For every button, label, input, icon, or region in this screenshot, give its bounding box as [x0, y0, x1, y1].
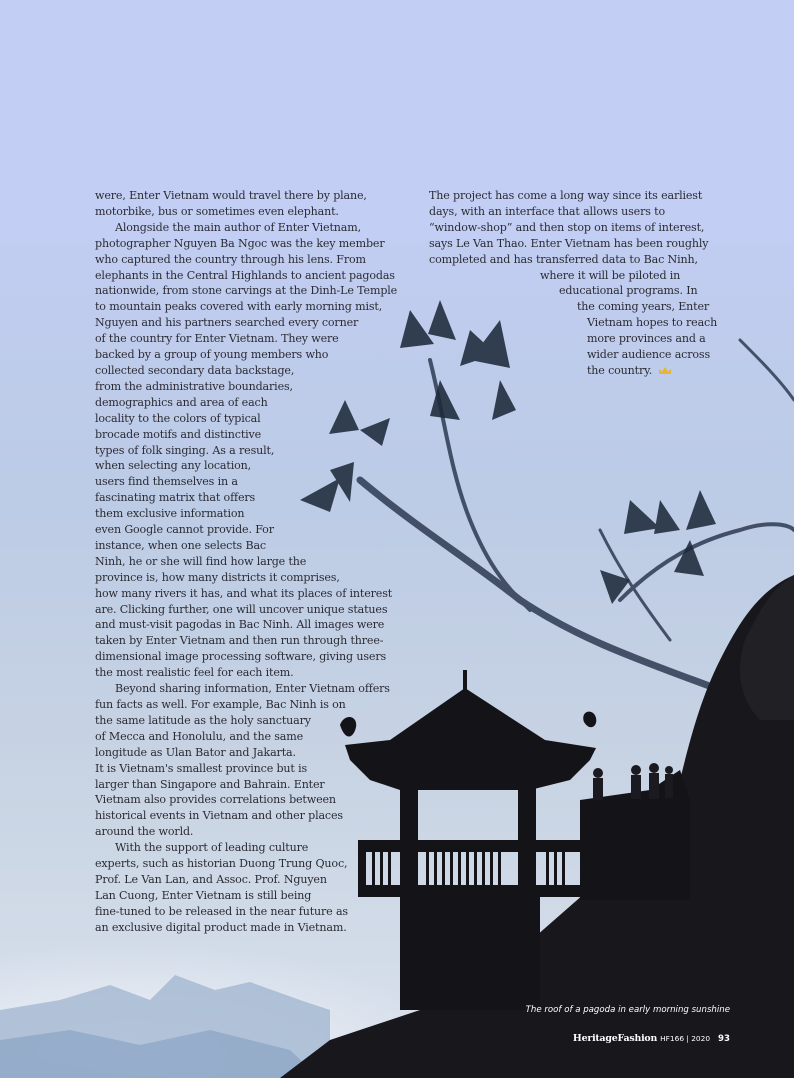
text-line: of Mecca and Honolulu, and the same — [95, 729, 304, 743]
text-line: are. Clicking further, one will uncover unique statues — [95, 602, 388, 616]
text-line: says Le Van Thao. Enter Vietnam has been roughly — [429, 236, 709, 250]
text-line: brocade motifs and distinctive — [95, 427, 262, 441]
text-line: completed and has transferred data to Bac Ninh, — [429, 252, 698, 266]
text-line: an exclusive digital product made in Vietnam. — [95, 920, 347, 934]
text-line: the same latitude as the holy sanctuary — [95, 713, 311, 727]
text-line: from the administrative boundaries, — [95, 379, 293, 393]
text-line: how many rivers it has, and what its places of interest — [95, 586, 393, 600]
text-line: Nguyen and his partners searched every corner — [95, 316, 359, 330]
text-line: motorbike, bus or sometimes even elephant. — [95, 204, 339, 218]
text-line: more provinces and a — [587, 332, 706, 346]
magazine-brand: HeritageFashion — [572, 1033, 658, 1044]
text-line: were, Enter Vietnam would travel there by plane, — [95, 189, 367, 202]
page-number: 93 — [718, 1034, 730, 1044]
text-line: to mountain peaks covered with early morning mist, — [95, 300, 383, 314]
text-line: days, with an interface that allows users to — [429, 204, 666, 218]
text-line-last — [429, 363, 717, 379]
text-line: educational programs. In — [559, 284, 698, 298]
text-line: instance, when one selects Bac — [95, 538, 266, 552]
page-footer — [573, 1033, 730, 1044]
article-column-right — [429, 188, 717, 379]
text-line: Beyond sharing information, Enter Vietnam offers — [115, 682, 390, 696]
photo-caption: The roof of a pagoda in early morning sunshine — [525, 1005, 730, 1015]
text-line: and must-visit pagodas in Bac Ninh. All images were — [95, 618, 385, 632]
text-line: backed by a group of young members who — [95, 348, 329, 362]
text-line: Vietnam hopes to reach — [587, 316, 718, 330]
text-line: even Google cannot provide. For — [95, 523, 274, 537]
text-line: larger than Singapore and Bahrain. Enter — [95, 777, 325, 791]
text-line: historical events in Vietnam and other places — [95, 809, 343, 823]
text-line: Ninh, he or she will find how large the — [95, 554, 307, 568]
text-line: who captured the country through his lens. From — [95, 252, 366, 266]
article-column-left — [95, 188, 397, 936]
text-line: Prof. Le Van Lan, and Assoc. Prof. Nguyen — [95, 872, 327, 886]
text-line: the most realistic feel for each item. — [95, 666, 294, 680]
text-line: around the world. — [95, 825, 194, 839]
text-line: dimensional image processing software, giving users — [95, 650, 387, 664]
text-line: elephants in the Central Highlands to ancient pagodas — [95, 268, 395, 282]
text-line: collected secondary data backstage, — [95, 363, 295, 377]
text-line: Vietnam also provides correlations between — [95, 793, 336, 807]
text-line: Lan Cuong, Enter Vietnam is still being — [95, 888, 312, 902]
text-line: where it will be piloted in — [540, 268, 681, 282]
text-line: users find themselves in a — [95, 475, 238, 489]
text-line: fine-tuned to be released in the near future as — [95, 904, 348, 918]
text-line: them exclusive information — [95, 507, 245, 521]
lotus-crown-icon — [658, 366, 672, 375]
text-line-final-words: the country. — [587, 363, 653, 377]
text-line: locality to the colors of typical — [95, 411, 261, 425]
text-line: fun facts as well. For example, Bac Ninh is on — [95, 698, 346, 711]
text-line: Alongside the main author of Enter Vietnam, — [115, 220, 361, 234]
text-line: longitude as Ulan Bator and Jakarta. — [95, 745, 296, 759]
text-line: experts, such as historian Duong Trung Quoc, — [95, 857, 348, 871]
issue-label: HF166 | 2020 — [660, 1034, 711, 1043]
text-line: when selecting any location, — [95, 459, 252, 473]
text-line: types of folk singing. As a result, — [95, 443, 275, 457]
text-line: demographics and area of each — [95, 395, 268, 409]
text-line: province is, how many districts it comprises, — [95, 570, 340, 584]
text-line: fascinating matrix that offers — [95, 491, 256, 505]
text-line: the coming years, Enter — [577, 300, 710, 314]
text-line: wider audience across — [587, 348, 711, 362]
text-line: photographer Nguyen Ba Ngoc was the key member — [95, 236, 385, 250]
text-line: With the support of leading culture — [115, 841, 309, 855]
text-line: The project has come a long way since its earliest — [429, 189, 703, 202]
text-line: It is Vietnam's smallest province but is — [95, 761, 308, 775]
text-line: taken by Enter Vietnam and then run through three- — [95, 634, 384, 648]
text-line: of the country for Enter Vietnam. They were — [95, 332, 339, 346]
text-line: nationwide, from stone carvings at the Dinh-Le Temple — [95, 284, 398, 298]
text-line: “window-shop” and then stop on items of interest, — [429, 220, 705, 234]
